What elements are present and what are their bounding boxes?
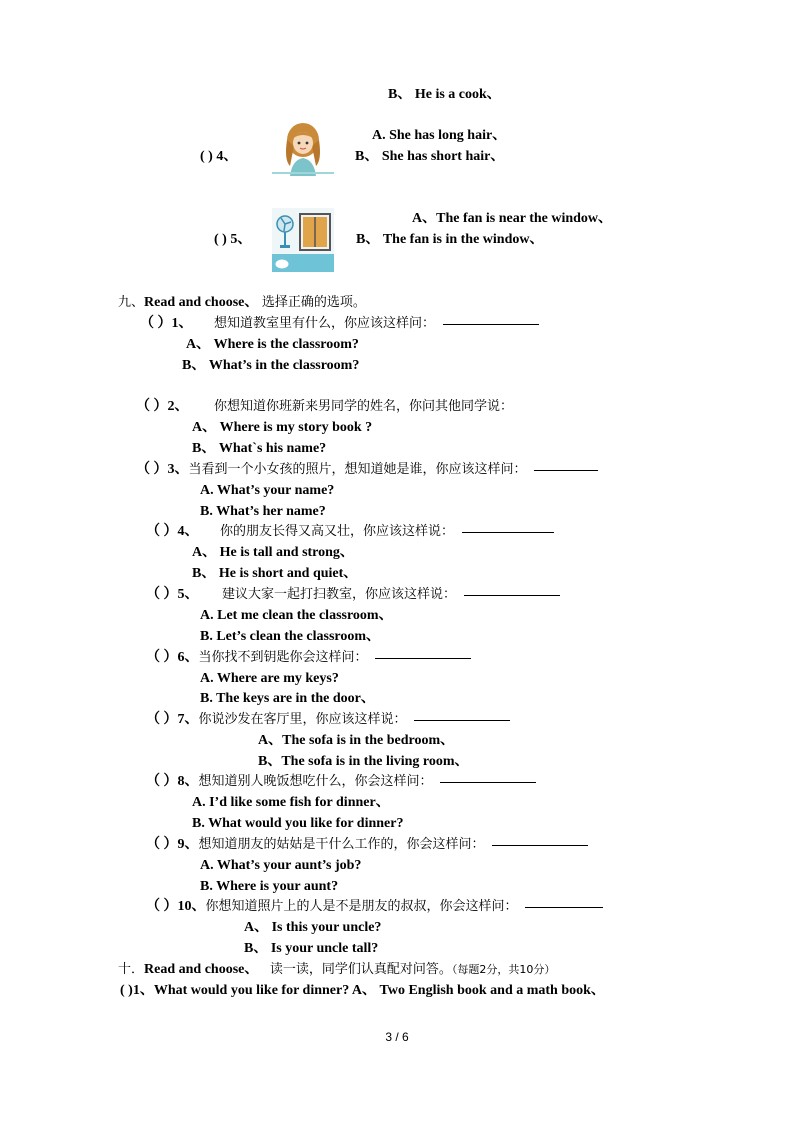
s9-q1: [140, 315, 539, 333]
answer-blank[interactable]: [440, 781, 536, 783]
s9-q3-num: （ ）3、: [136, 462, 189, 477]
q4-number: ( ) 4、: [200, 149, 238, 164]
s9-q8-option-a: A. I’d like some fish for dinner、: [192, 795, 390, 810]
answer-blank[interactable]: [464, 594, 560, 596]
section9-heading-num: 九、: [118, 295, 145, 310]
s9-q9: [146, 836, 588, 854]
s9-q2-prompt: 你想知道你班新来男同学的姓名，你问其他同学说：: [214, 399, 514, 414]
s9-q3: [136, 461, 598, 479]
s9-q3-prompt: 当看到一个小女孩的照片，想知道她是谁，你应该这样问：: [188, 462, 527, 477]
s9-q2-num: （ ）2、: [136, 399, 189, 414]
s9-q5-num: （ ）5、: [146, 587, 199, 602]
s9-q4-prompt: 你的朋友长得又高又壮，你应该这样说：: [220, 524, 455, 539]
section10-heading: [118, 961, 555, 979]
q5-option-b: B、 The fan is in the window、: [356, 232, 544, 247]
s9-q8-num: （ ）8、: [146, 774, 199, 789]
fan-near-window-icon: [272, 208, 334, 272]
s9-q7-num: （ ）7、: [146, 712, 199, 727]
s9-q5-prompt: 建议大家一起打扫教室，你应该这样说：: [222, 587, 457, 602]
s9-q4: [146, 523, 554, 541]
answer-blank[interactable]: [492, 844, 588, 846]
q3-option-b: B、 He is a cook、: [388, 87, 501, 102]
q4-option-b: B、 She has short hair、: [355, 149, 505, 164]
q4-option-a: A. She has long hair、: [372, 128, 507, 143]
s9-q2-option-a: A、 Where is my story book ?: [192, 420, 373, 435]
page-number: 3 / 6: [385, 1030, 409, 1044]
s9-q8-option-b: B. What would you like for dinner?: [192, 816, 404, 831]
s9-q7-prompt: 你说沙发在客厅里，你应该这样说：: [198, 712, 407, 727]
answer-blank[interactable]: [414, 719, 510, 721]
answer-blank[interactable]: [525, 906, 603, 908]
s9-q9-option-b: B. Where is your aunt?: [200, 879, 339, 894]
s9-q9-num: （ ）9、: [146, 837, 199, 852]
section9-heading-en: Read and choose、: [144, 295, 259, 310]
s9-q4-option-a: A、 He is tall and strong、: [192, 545, 354, 560]
s9-q5: [146, 586, 560, 604]
s9-q10-option-b: B、 Is your uncle tall?: [244, 941, 379, 956]
s9-q4-num: （ ）4、: [146, 524, 199, 539]
answer-blank[interactable]: [375, 657, 471, 659]
s9-q7-option-b: B、The sofa is in the living room、: [258, 754, 469, 769]
section9-heading: [118, 294, 366, 312]
s9-q1-prompt: 想知道教室里有什么，你应该这样问：: [214, 316, 436, 331]
s9-q1-option-a: A、 Where is the classroom?: [186, 337, 359, 352]
s9-q7: [146, 711, 510, 729]
s9-q2: [136, 398, 513, 416]
section10-heading-cn: 读一读，同学们认真配对问答。: [269, 962, 452, 977]
s9-q6-prompt: 当你找不到钥匙你会这样问：: [198, 650, 368, 665]
section10-score-note: （每题2分，共10分）: [451, 963, 556, 976]
s9-q5-option-a: A. Let me clean the classroom、: [200, 608, 393, 623]
s9-q6-option-a: A. Where are my keys?: [200, 671, 339, 686]
s9-q6-option-b: B. The keys are in the door、: [200, 691, 375, 706]
s9-q9-prompt: 想知道朋友的姑姑是干什么工作的，你会这样问：: [198, 837, 485, 852]
s9-q7-option-a: A、The sofa is in the bedroom、: [258, 733, 455, 748]
s9-q8-prompt: 想知道别人晚饭想吃什么，你会这样问：: [198, 774, 433, 789]
answer-blank[interactable]: [462, 531, 554, 533]
section10-heading-en: Read and choose、: [144, 962, 259, 977]
q5-number: ( ) 5、: [214, 232, 252, 247]
s9-q2-option-b: B、 What`s his name?: [192, 441, 327, 456]
girl-with-long-hair-icon: [272, 116, 334, 176]
section9-heading-cn: 选择正确的选项。: [261, 295, 366, 310]
s9-q10: [146, 898, 603, 916]
s9-q9-option-a: A. What’s your aunt’s job?: [200, 858, 362, 873]
s9-q3-option-b: B. What’s her name?: [200, 504, 326, 519]
s9-q6-num: （ ）6、: [146, 650, 199, 665]
s9-q3-option-a: A. What’s your name?: [200, 483, 335, 498]
s9-q6: [146, 649, 471, 667]
s9-q8: [146, 773, 536, 791]
s9-q10-num: （ ）10、: [146, 899, 206, 914]
s9-q1-num: （ ）1、: [140, 316, 193, 331]
s9-q5-option-b: B. Let’s clean the classroom、: [200, 629, 381, 644]
q5-option-a: A、The fan is near the window、: [412, 211, 613, 226]
s9-q10-option-a: A、 Is this your uncle?: [244, 920, 382, 935]
s10-q1: ( )1、What would you like for dinner? A、 Two English book and a math book、: [120, 983, 605, 998]
s9-q4-option-b: B、 He is short and quiet、: [192, 566, 358, 581]
section10-heading-num: 十．: [118, 962, 145, 977]
s9-q10-prompt: 你想知道照片上的人是不是朋友的叔叔，你会这样问：: [205, 899, 518, 914]
s9-q1-option-b: B、 What’s in the classroom?: [182, 358, 360, 373]
answer-blank[interactable]: [443, 323, 539, 325]
answer-blank[interactable]: [534, 469, 598, 471]
